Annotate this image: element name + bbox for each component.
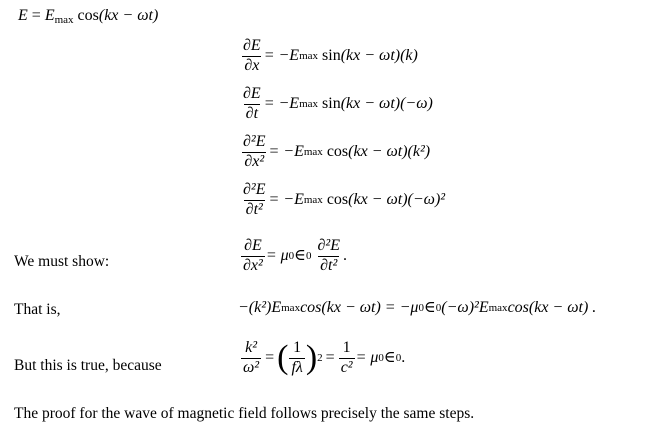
- expr-part-e: cos(kx − ωt) .: [507, 299, 597, 316]
- function-name: cos: [326, 191, 349, 209]
- fraction-denominator: ∂t: [245, 104, 259, 122]
- fraction-denominator: ∂x²: [243, 256, 263, 274]
- period: .: [401, 349, 406, 367]
- expr-part-b: cos(kx − ωt) = −μ: [300, 299, 419, 316]
- fraction-denominator: ∂x: [244, 56, 260, 74]
- factor: (−ω): [400, 95, 433, 113]
- fraction-denominator: ∂t²: [320, 256, 338, 274]
- fraction-k-omega: [241, 340, 261, 377]
- fraction-denominator: ∂x²: [244, 152, 265, 170]
- function-argument: (kx − ωt): [348, 143, 408, 161]
- function-argument: (kx − ωt): [340, 47, 401, 65]
- fraction-denominator: c²: [340, 358, 353, 376]
- rhs-prefix: = −E: [268, 143, 304, 161]
- rhs-prefix: = −E: [263, 95, 300, 113]
- factor: (−ω)²: [407, 191, 446, 209]
- fraction: [241, 38, 263, 75]
- dispersion-relation: $\frac{\text{k²}}{\text{ω²}}$ = ( $\frac{1}{f\lambda}$ ) 2 = $\frac{1}{\text{c²}}$ = μ 0 ∈ 0 .: [243, 339, 406, 377]
- fraction: [241, 134, 267, 171]
- expr-part-a: −(k²)E: [238, 299, 282, 316]
- eq0-argument: (kx − ωt): [98, 7, 159, 24]
- epsilon: ∈: [383, 349, 396, 367]
- equals-mu: = μ: [265, 247, 289, 265]
- epsilon: ∈: [294, 247, 306, 265]
- we-must-show-label: We must show:: [14, 253, 110, 270]
- derivative-dE-dt: $\frac{\partial E}{\partial t}$ = −E max sin (kx − ωt) (−ω): [243, 85, 433, 122]
- derivative-d2E-dx2: $\frac{\text{∂²E}}{\text{∂x²}}$ = −E max cos (kx − ωt) (k²): [243, 133, 431, 170]
- right-paren: ): [305, 339, 318, 377]
- fraction-denominator: fλ: [291, 358, 303, 376]
- equals: =: [265, 349, 275, 367]
- period: .: [342, 247, 347, 265]
- expr-part-d: (−ω)²E: [441, 299, 489, 316]
- epsilon: ∈: [423, 299, 436, 316]
- derivative-dE-dx: $\frac{\partial E}{\partial x}$ = −E max sin (kx − ωt) (k): [243, 37, 418, 74]
- fraction-numerator: ∂E: [244, 237, 262, 254]
- fraction-lhs: [241, 238, 265, 275]
- factor: (k): [400, 47, 418, 65]
- fraction: [241, 182, 267, 219]
- fraction-rhs: [315, 238, 341, 275]
- wave-equation-definition: [18, 8, 158, 24]
- eq0-E: E: [44, 7, 55, 24]
- rhs-prefix: = −E: [263, 47, 300, 65]
- fraction-denominator: ω²: [243, 358, 260, 376]
- fraction-one-over-f-lambda: [289, 340, 304, 377]
- fraction-numerator: k²: [245, 339, 257, 356]
- eq0-cos: cos: [77, 7, 99, 24]
- eq0-max-sub: max: [54, 14, 74, 26]
- function-name: sin: [322, 95, 341, 113]
- because-label: But this is true, because: [14, 357, 162, 374]
- fraction-denominator: ∂t²: [245, 200, 263, 218]
- left-paren: (: [277, 339, 289, 377]
- fraction-numerator: 1: [342, 339, 351, 356]
- function-name: sin: [322, 47, 341, 65]
- rhs-prefix: = −E: [268, 191, 304, 209]
- function-argument: (kx − ωt): [340, 95, 401, 113]
- factor: (k²): [407, 143, 431, 161]
- function-name: cos: [326, 143, 349, 161]
- fraction-numerator: ∂E: [243, 37, 261, 54]
- equals: =: [325, 349, 335, 367]
- fraction-numerator: ∂²E: [317, 237, 340, 254]
- derivative-d2E-dt2: $\frac{\text{∂²E}}{\text{∂t²}}$ = −E max cos (kx − ωt) (−ω)²: [243, 181, 446, 218]
- fraction-numerator: ∂E: [243, 85, 261, 102]
- closing-sentence: The proof for the wave of magnetic field follows precisely the same steps.: [14, 405, 475, 422]
- fraction-numerator: 1: [293, 339, 302, 356]
- fraction-numerator: ∂²E: [243, 133, 266, 150]
- fraction: [241, 86, 263, 123]
- that-is-label: That is,: [14, 301, 61, 318]
- substituted-equation: −(k²)E max cos(kx − ωt) = −μ 0 ∈ 0 (−ω)²E max cos(kx − ωt) .: [238, 299, 597, 316]
- fraction-numerator: ∂²E: [243, 181, 266, 198]
- eq0-lhs: E: [18, 7, 28, 24]
- equals-mu: = μ: [355, 349, 379, 367]
- eq0-equals: =: [31, 7, 41, 24]
- function-argument: (kx − ωt): [348, 191, 408, 209]
- wave-equation-to-show: $\frac{\partial E}{\text{∂x²}}$ = μ 0 ∈ 0 $\frac{\text{∂²E}}{\text{∂t²}}$ .: [243, 237, 347, 274]
- fraction-one-over-c2: [339, 340, 355, 377]
